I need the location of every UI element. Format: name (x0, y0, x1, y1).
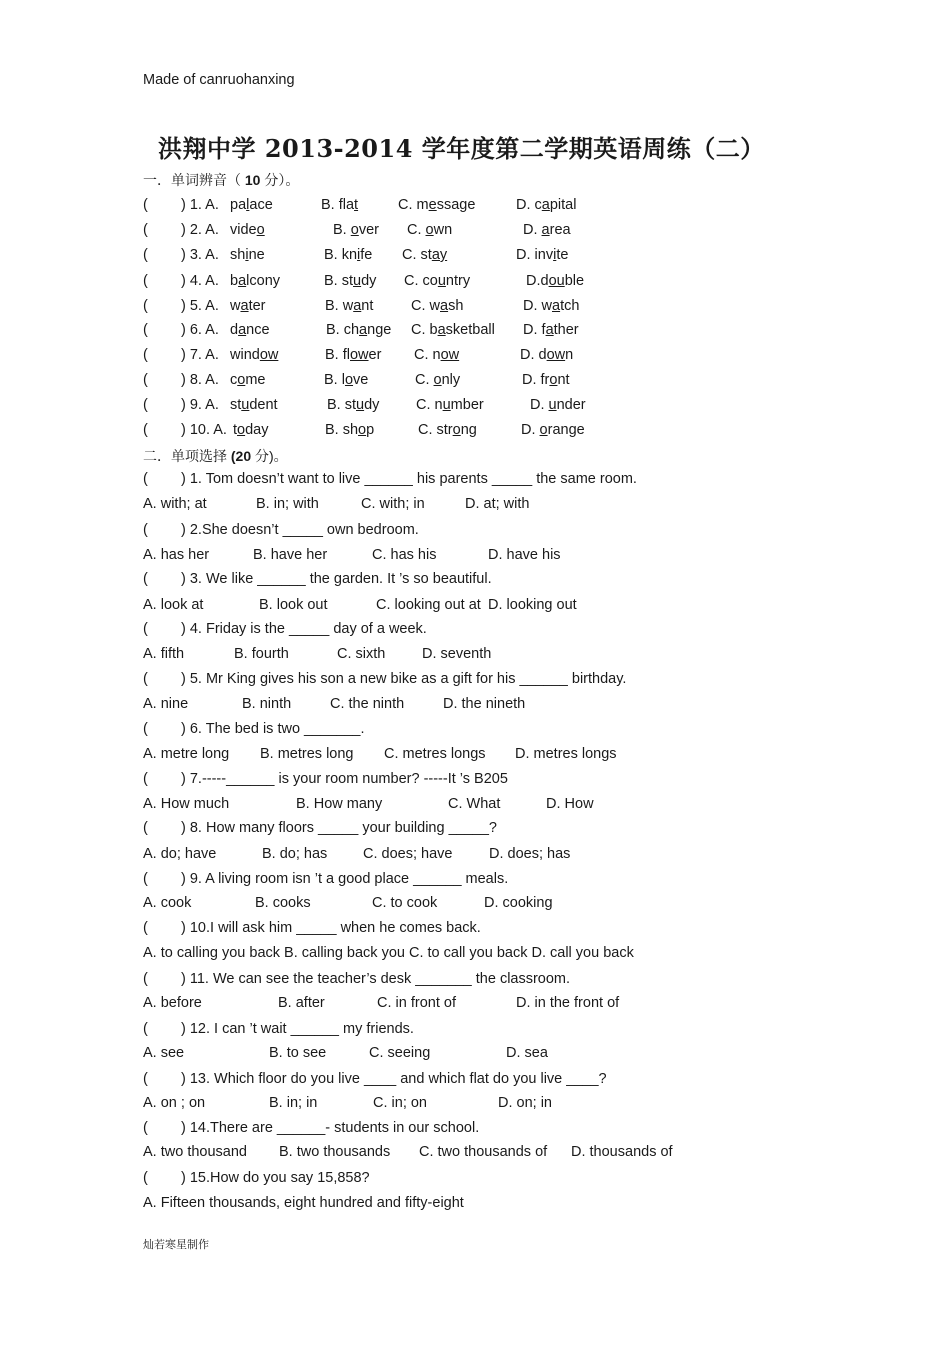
blank-paren: ( (143, 347, 148, 363)
option-d: D. under (530, 397, 586, 413)
question-text: ) 12. I can ’t wait ______ my friends. (181, 1021, 414, 1037)
blank-paren: ( (143, 471, 148, 487)
blank-paren: ( (143, 222, 148, 238)
answer-option: A. Fifteen thousands, eight hundred and fifty-eight (143, 1195, 464, 1211)
answer-option: A. cook (143, 895, 192, 911)
question-number: ) 8. A. (181, 372, 219, 388)
question-text: ) 6. The bed is two _______. (181, 721, 365, 737)
option-c: C. wash (411, 298, 464, 314)
answer-option: A. fifth (143, 646, 185, 662)
question-number: ) 5. A. (181, 298, 219, 314)
blank-paren: ( (143, 920, 148, 936)
answer-option: B. do; has (262, 846, 328, 862)
answer-option: A. on ; on (143, 1095, 206, 1111)
answer-option: D. looking out (488, 597, 577, 613)
underlined-letters: u (241, 397, 250, 413)
underlined-letters: i (553, 247, 557, 263)
option-b: B. change (326, 322, 392, 338)
answer-option: A. How much (143, 796, 230, 812)
option-d: D. capital (516, 197, 577, 213)
option-a: shine (230, 247, 265, 263)
option-a: today (233, 422, 269, 438)
underlined-letters: t (354, 197, 359, 213)
answer-option: D. sea (506, 1045, 548, 1061)
option-c: C. only (415, 372, 461, 388)
underlined-letters: i (357, 247, 361, 263)
blank-paren: ( (143, 1071, 148, 1087)
underlined-letters: a (541, 197, 550, 213)
blank-paren: ( (143, 571, 148, 587)
underlined-letters: o (425, 222, 434, 238)
underlined-letters: a (359, 322, 368, 338)
answer-option: C. looking out at (376, 597, 481, 613)
question-text: ) 7.-----______ is your room number? -----It ’s B205 (181, 771, 508, 787)
question-number: ) 3. A. (181, 247, 219, 263)
option-d: D. down (520, 347, 574, 363)
answer-option: B. to see (269, 1045, 327, 1061)
answer-option: C. has his (372, 547, 437, 563)
option-c: C. strong (418, 422, 477, 438)
underlined-letters: ow (349, 347, 369, 363)
answer-option: C. seeing (369, 1045, 431, 1061)
option-a: dance (230, 322, 270, 338)
blank-paren: ( (143, 871, 148, 887)
underlined-letters: a (440, 298, 449, 314)
blank-paren: ( (143, 1021, 148, 1037)
underlined-letters: a (240, 298, 249, 314)
answer-option: B. in; in (269, 1095, 318, 1111)
option-d: D. watch (523, 298, 580, 314)
answer-option: C. sixth (337, 646, 386, 662)
blank-paren: ( (143, 273, 148, 289)
answer-option: D. thousands of (571, 1144, 673, 1160)
underlined-letters: l (246, 197, 250, 213)
question-text: ) 2.She doesn’t _____ own bedroom. (181, 522, 419, 538)
underlined-letters: ow (546, 347, 566, 363)
question-text: ) 8. How many floors _____ your building _____? (181, 820, 497, 836)
option-b: B. over (333, 222, 379, 238)
answer-option: D. seventh (422, 646, 492, 662)
blank-paren: ( (143, 522, 148, 538)
section-1-points: 10 (244, 172, 261, 188)
question-number: ) 6. A. (181, 322, 219, 338)
answer-option: A. before (143, 995, 202, 1011)
answer-option: B. in; with (256, 496, 319, 512)
blank-paren: ( (143, 971, 148, 987)
answer-option: B. after (278, 995, 325, 1011)
option-b: B. flower (325, 347, 382, 363)
underlined-letters: u (437, 273, 446, 289)
answer-option: A. see (143, 1045, 185, 1061)
underlined-letters: u (356, 397, 365, 413)
answer-option: B. two thousands (279, 1144, 391, 1160)
option-a: palace (230, 197, 273, 213)
blank-paren: ( (143, 197, 148, 213)
option-c: C. number (416, 397, 484, 413)
answer-option: B. have her (253, 547, 328, 563)
option-c: C. country (404, 273, 471, 289)
answer-option: C. What (448, 796, 501, 812)
option-a: balcony (230, 273, 281, 289)
underlined-letters: o (539, 422, 548, 438)
underlined-letters: u (442, 397, 451, 413)
answer-option: C. metres longs (384, 746, 486, 762)
underlined-letters: a (238, 273, 247, 289)
underlined-letters: e (428, 197, 437, 213)
option-b: B. flat (321, 197, 359, 213)
question-text: ) 3. We like ______ the garden. It ’s so beautiful. (181, 571, 492, 587)
option-b: B. want (325, 298, 374, 314)
answer-option: B. look out (259, 597, 328, 613)
answer-option: B. How many (296, 796, 383, 812)
question-text: ) 15.How do you say 15,858? (181, 1170, 370, 1186)
answer-option: D. How (546, 796, 594, 812)
underlined-letters: ow (259, 347, 279, 363)
underlined-letters: u (548, 397, 557, 413)
option-c: C. stay (402, 247, 448, 263)
answer-option: D. in the front of (516, 995, 620, 1011)
question-text: ) 1. Tom doesn’t want to live ______ his parents _____ the same room. (181, 471, 637, 487)
option-a: water (230, 298, 266, 314)
underlined-letters: a (238, 322, 247, 338)
blank-paren: ( (143, 372, 148, 388)
underlined-letters: o (344, 372, 354, 388)
blank-paren: ( (143, 1120, 148, 1136)
answer-option: C. two thousands of (419, 1144, 548, 1160)
option-d: D. front (522, 372, 570, 388)
question-text: ) 10.I will ask him _____ when he comes back. (181, 920, 481, 936)
question-number: ) 7. A. (181, 347, 219, 363)
answer-option: A. metre long (143, 746, 230, 762)
option-b: B. shop (325, 422, 375, 438)
answer-option: A. with; at (143, 496, 207, 512)
underlined-letters: o (237, 422, 246, 438)
underlined-letters: a (437, 322, 446, 338)
answer-option: C. in; on (373, 1095, 427, 1111)
underlined-letters: o (237, 372, 246, 388)
question-text: ) 9. A living room isn ’t a good place ______ meals. (181, 871, 509, 887)
answer-option: D. the nineth (443, 696, 526, 712)
underlined-letters: i (245, 247, 249, 263)
underlined-letters: o (433, 372, 442, 388)
question-number: ) 2. A. (181, 222, 219, 238)
underlined-letters: a (353, 298, 362, 314)
option-b: B. knife (324, 247, 373, 263)
section-1-heading: 一．单词辨音（ 10 分）。 (143, 172, 300, 188)
blank-paren: ( (143, 1170, 148, 1186)
underlined-letters: ay (431, 247, 448, 263)
blank-paren: ( (143, 247, 148, 263)
blank-paren: ( (143, 621, 148, 637)
option-b: B. study (327, 397, 380, 413)
blank-paren: ( (143, 422, 148, 438)
answer-option: A. has her (143, 547, 210, 563)
answer-option: D. at; with (465, 496, 530, 512)
question-text: ) 13. Which floor do you live ____ and which flat do you live ____? (181, 1071, 607, 1087)
underlined-letters: o (256, 222, 265, 238)
answer-option: C. does; have (363, 846, 453, 862)
blank-paren: ( (143, 721, 148, 737)
underlined-letters: o (358, 422, 367, 438)
answer-option: A. nine (143, 696, 189, 712)
option-a: window (230, 347, 279, 363)
option-c: C. now (414, 347, 460, 363)
blank-paren: ( (143, 820, 148, 836)
underlined-letters: a (545, 322, 554, 338)
answer-option: A. to calling you back B. calling back you C. to call you back D. call you back (143, 945, 634, 961)
answer-option: A. look at (143, 597, 204, 613)
option-d: D. invite (516, 247, 569, 263)
answer-option: C. in front of (377, 995, 456, 1011)
option-d: D. area (523, 222, 571, 238)
answer-option: B. ninth (242, 696, 292, 712)
answer-option: C. with; in (361, 496, 425, 512)
question-number: ) 9. A. (181, 397, 219, 413)
page-header: Made of canruohanxing (143, 72, 295, 88)
question-text: ) 4. Friday is the _____ day of a week. (181, 621, 427, 637)
option-b: B. love (324, 372, 369, 388)
option-a: come (230, 372, 266, 388)
section-2-heading: 二．单项选择 (20 分)。 (143, 448, 288, 464)
blank-paren: ( (143, 397, 148, 413)
option-a: video (230, 222, 265, 238)
answer-option: D. metres longs (515, 746, 617, 762)
question-number: ) 4. A. (181, 273, 219, 289)
underlined-letters: ow (440, 347, 460, 363)
option-c: C. message (398, 197, 476, 213)
answer-option: A. do; have (143, 846, 217, 862)
option-c: C. basketball (411, 322, 495, 338)
underlined-letters: o (350, 222, 359, 238)
answer-option: B. metres long (260, 746, 354, 762)
page-title: 洪翔中学 2013-2014 学年度第二学期英语周练（二） (158, 134, 765, 163)
question-text: ) 14.There are ______- students in our school. (181, 1120, 480, 1136)
answer-option: C. the ninth (330, 696, 405, 712)
answer-option: B. cooks (255, 895, 311, 911)
option-d: D. father (523, 322, 579, 338)
option-d: D.double (526, 273, 585, 289)
answer-option: D. have his (488, 547, 561, 563)
option-b: B. study (324, 273, 377, 289)
section-2-points: (20 (230, 448, 252, 464)
answer-option: B. fourth (234, 646, 289, 662)
underlined-letters: o (549, 372, 558, 388)
answer-option: A. two thousand (143, 1144, 247, 1160)
answer-option: C. to cook (372, 895, 438, 911)
underlined-letters: u (353, 273, 362, 289)
answer-option: D. does; has (489, 846, 571, 862)
underlined-letters: a (541, 222, 550, 238)
answer-option: D. cooking (484, 895, 553, 911)
question-number: ) 10. A. (181, 422, 227, 438)
blank-paren: ( (143, 771, 148, 787)
question-number: ) 1. A. (181, 197, 219, 213)
option-c: C. own (407, 222, 453, 238)
page-footer: 灿若寒星制作 (143, 1238, 209, 1251)
answer-option: D. on; in (498, 1095, 552, 1111)
question-text: ) 11. We can see the teacher’s desk _______ the classroom. (181, 971, 571, 987)
question-text: ) 5. Mr King gives his son a new bike as a gift for his ______ birthday. (181, 671, 627, 687)
blank-paren: ( (143, 298, 148, 314)
blank-paren: ( (143, 322, 148, 338)
blank-paren: ( (143, 671, 148, 687)
option-d: D. orange (521, 422, 585, 438)
underlined-letters: o (452, 422, 461, 438)
underlined-letters: a (552, 298, 561, 314)
underlined-letters: ou (548, 273, 565, 289)
option-a: student (230, 397, 278, 413)
